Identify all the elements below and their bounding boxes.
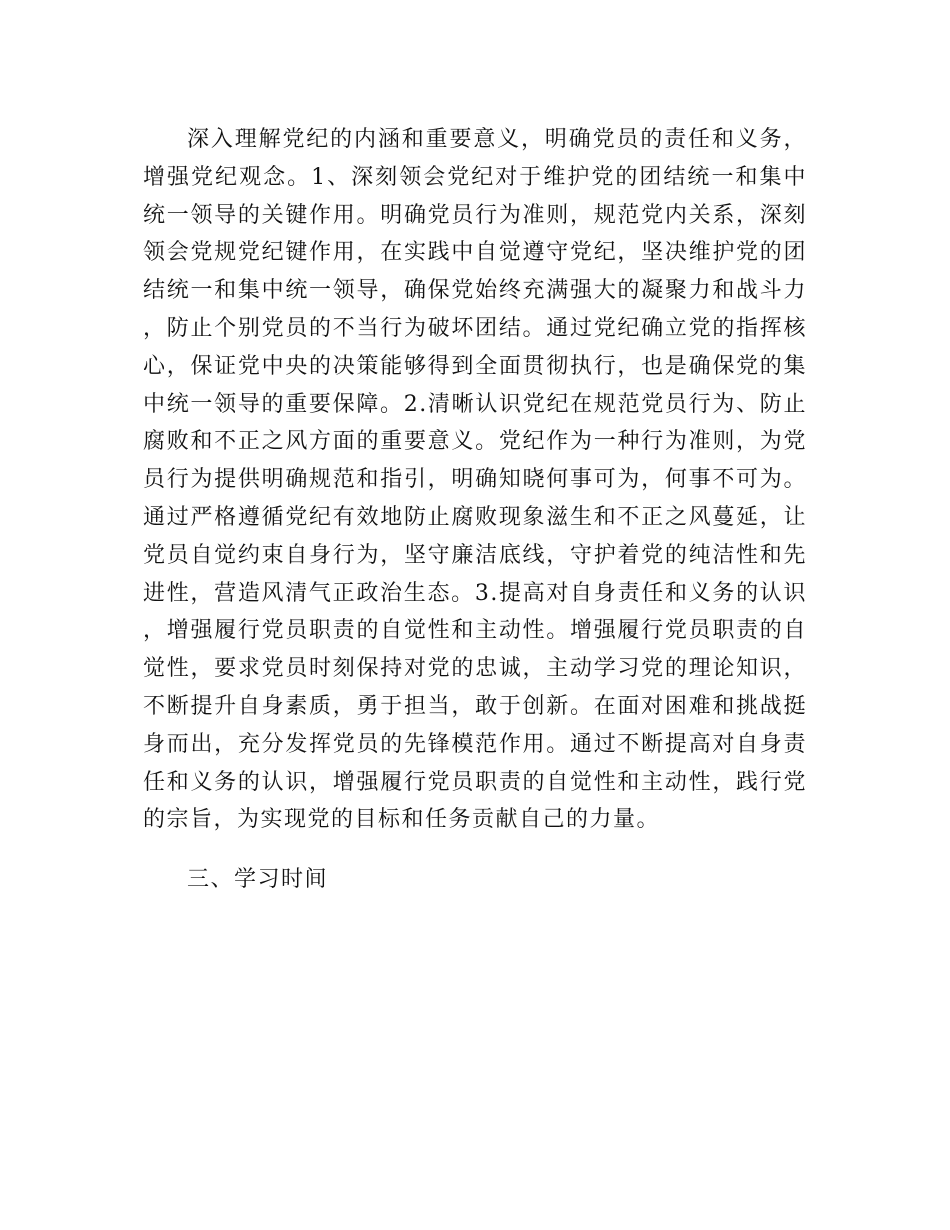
document-body [143, 121, 807, 899]
section-heading: 三、学习时间 [187, 867, 329, 893]
body-paragraph: 深入理解党纪的内涵和重要意义，明确党员的责任和义务，增强党纪观念。1、深刻领会党纪对于维护党的团结统一和集中统一领导的关键作用。明确党员行为准则，规范党内关系，深刻领会党规党纪键作用，在实践中自觉遵守党纪，坚决维护党的团结统一和集中统一领导，确保党始终充满强大的凝聚力和战斗力，防止个别党员的不当行为破坏团结。通过党纪确立党的指挥核心，保证党中央的决策能够得到全面贯彻执行，也是确保党的集中统一领导的重要保障。2.清晰认识党纪在规范党员行为、防止腐败和不正之风方面的重要意义。党纪作为一种行为准则，为党员行为提供明确规范和指引，明确知晓何事可为，何事不可为。通过严格遵循党纪有效地防止腐败现象滋生和不正之风蔓延，让党员自觉约束自身行为，坚守廉洁底线，守护着党的纯洁性和先进性，营造风清气正政治生态。3.提高对自身责任和义务的认识，增强履行党员职责的自觉性和主动性。增强履行党员职责的自觉性，要求党员时刻保持对党的忠诚，主动学习党的理论知识，不断提升自身素质，勇于担当，敢于创新。在面对困难和挑战挺身而出，充分发挥党员的先锋模范作用。通过不断提高对自身责任和义务的认识，增强履行党员职责的自觉性和主动性，践行党的宗旨，为实现党的目标和任务贡献自己的力量。 [143, 127, 807, 833]
